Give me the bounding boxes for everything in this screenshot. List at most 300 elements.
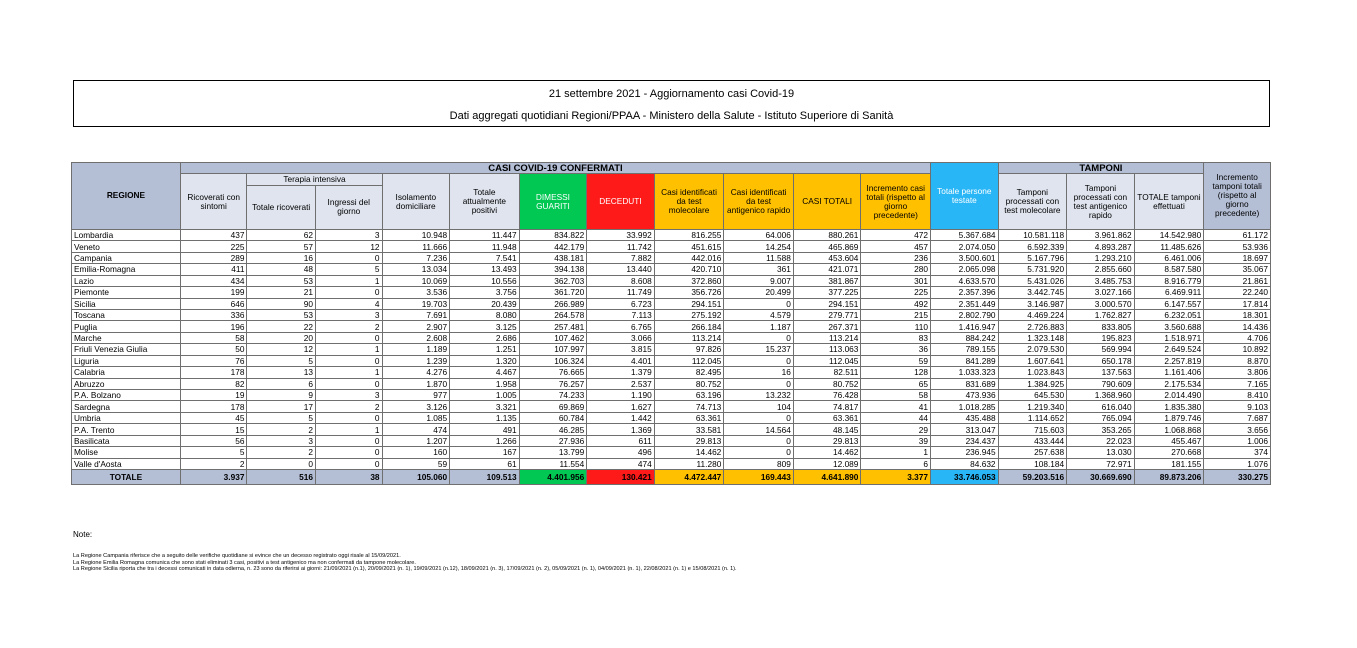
value-cell: 89.873.206 bbox=[1134, 470, 1204, 485]
covid-data-table bbox=[71, 162, 1271, 485]
value-cell: 65 bbox=[861, 378, 931, 389]
value-cell: 3.027.166 bbox=[1067, 287, 1135, 298]
header-casi-totali: CASI TOTALI bbox=[793, 174, 861, 229]
value-cell: 1.416.947 bbox=[931, 321, 999, 332]
value-cell: 112.045 bbox=[654, 355, 724, 366]
value-cell: 22.023 bbox=[1067, 435, 1135, 446]
value-cell: 10.892 bbox=[1204, 344, 1271, 355]
value-cell: 30.669.690 bbox=[1067, 470, 1135, 485]
value-cell: 160 bbox=[382, 447, 450, 458]
value-cell: 41 bbox=[861, 401, 931, 412]
value-cell: 1.870 bbox=[382, 378, 450, 389]
value-cell: 2 bbox=[247, 424, 316, 435]
value-cell: 2.014.490 bbox=[1134, 390, 1204, 401]
value-cell: 0 bbox=[316, 447, 383, 458]
value-cell: 10.948 bbox=[382, 229, 450, 240]
value-cell: 362.703 bbox=[519, 275, 587, 286]
value-cell: 48 bbox=[247, 264, 316, 275]
value-cell: 9 bbox=[247, 390, 316, 401]
header-terapia-intensiva: Terapia intensiva bbox=[247, 174, 382, 185]
value-cell: 3 bbox=[316, 390, 383, 401]
value-cell: 109.513 bbox=[450, 470, 520, 485]
value-cell: 64.006 bbox=[724, 229, 794, 240]
value-cell: 377.225 bbox=[793, 287, 861, 298]
value-cell: 14.462 bbox=[793, 447, 861, 458]
value-cell: 809 bbox=[724, 458, 794, 469]
value-cell: 4.633.570 bbox=[931, 275, 999, 286]
value-cell: 831.689 bbox=[931, 378, 999, 389]
value-cell: 29.813 bbox=[654, 435, 724, 446]
value-cell: 3.066 bbox=[587, 332, 655, 343]
value-cell: 0 bbox=[316, 378, 383, 389]
value-cell: 11.447 bbox=[450, 229, 520, 240]
value-cell: 17 bbox=[247, 401, 316, 412]
value-cell: 2.357.396 bbox=[931, 287, 999, 298]
value-cell: 80.752 bbox=[793, 378, 861, 389]
region-name-cell: Toscana bbox=[72, 309, 181, 320]
value-cell: 10.581.118 bbox=[998, 229, 1067, 240]
value-cell: 472 bbox=[861, 229, 931, 240]
value-cell: 22 bbox=[247, 321, 316, 332]
value-cell: 1.607.641 bbox=[998, 355, 1067, 366]
header-regione: REGIONE bbox=[72, 163, 181, 230]
table-row bbox=[72, 309, 1271, 320]
value-cell: 14.254 bbox=[724, 241, 794, 252]
value-cell: 11.948 bbox=[450, 241, 520, 252]
total-row bbox=[72, 470, 1271, 485]
table-row bbox=[72, 401, 1271, 412]
value-cell: 8.870 bbox=[1204, 355, 1271, 366]
region-name-cell: Lombardia bbox=[72, 229, 181, 240]
value-cell: 2 bbox=[316, 401, 383, 412]
value-cell: 4 bbox=[316, 298, 383, 309]
value-cell: 372.860 bbox=[654, 275, 724, 286]
value-cell: 1.627 bbox=[587, 401, 655, 412]
value-cell: 492 bbox=[861, 298, 931, 309]
value-cell: 76 bbox=[180, 355, 247, 366]
region-name-cell: P.A. Trento bbox=[72, 424, 181, 435]
value-cell: 6.723 bbox=[587, 298, 655, 309]
value-cell: 645.530 bbox=[998, 390, 1067, 401]
value-cell: 11.554 bbox=[519, 458, 587, 469]
header-tamponi: TAMPONI bbox=[998, 163, 1204, 174]
value-cell: 4.472.447 bbox=[654, 470, 724, 485]
value-cell: 455.467 bbox=[1134, 435, 1204, 446]
value-cell: 1.293.210 bbox=[1067, 252, 1135, 263]
value-cell: 465.869 bbox=[793, 241, 861, 252]
value-cell: 53 bbox=[247, 275, 316, 286]
value-cell: 225 bbox=[180, 241, 247, 252]
value-cell: 234.437 bbox=[931, 435, 999, 446]
value-cell: 5.731.920 bbox=[998, 264, 1067, 275]
value-cell: 6 bbox=[861, 458, 931, 469]
value-cell: 5 bbox=[180, 447, 247, 458]
value-cell: 104 bbox=[724, 401, 794, 412]
value-cell: 0 bbox=[316, 458, 383, 469]
header-deceduti: DECEDUTI bbox=[587, 174, 655, 229]
value-cell: 5.431.026 bbox=[998, 275, 1067, 286]
value-cell: 1.023.843 bbox=[998, 367, 1067, 378]
notes-title: Note: bbox=[73, 530, 93, 539]
value-cell: 336 bbox=[180, 309, 247, 320]
value-cell: 57 bbox=[247, 241, 316, 252]
value-cell: 33.581 bbox=[654, 424, 724, 435]
value-cell: 130.421 bbox=[587, 470, 655, 485]
value-cell: 6.461.006 bbox=[1134, 252, 1204, 263]
header-ricoverati: Ricoverati con sintomi bbox=[180, 174, 247, 229]
value-cell: 9.007 bbox=[724, 275, 794, 286]
value-cell: 474 bbox=[382, 424, 450, 435]
value-cell: 1.323.148 bbox=[998, 332, 1067, 343]
value-cell: 53.936 bbox=[1204, 241, 1271, 252]
value-cell: 3.806 bbox=[1204, 367, 1271, 378]
value-cell: 113.214 bbox=[654, 332, 724, 343]
value-cell: 39 bbox=[861, 435, 931, 446]
value-cell: 491 bbox=[450, 424, 520, 435]
value-cell: 266.184 bbox=[654, 321, 724, 332]
value-cell: 236 bbox=[861, 252, 931, 263]
note-line: La Regione Emilia Romagna comunica che sono stati eliminati 3 casi, positivi a test antigenico ma non confermati da tampone molecolare. bbox=[73, 559, 416, 566]
region-name-cell: P.A. Bolzano bbox=[72, 390, 181, 401]
table-row bbox=[72, 332, 1271, 343]
region-name-cell: Campania bbox=[72, 252, 181, 263]
value-cell: 84.632 bbox=[931, 458, 999, 469]
value-cell: 1.207 bbox=[382, 435, 450, 446]
value-cell: 834.822 bbox=[519, 229, 587, 240]
value-cell: 3.377 bbox=[861, 470, 931, 485]
table-row bbox=[72, 435, 1271, 446]
value-cell: 3.485.753 bbox=[1067, 275, 1135, 286]
value-cell: 236.945 bbox=[931, 447, 999, 458]
value-cell: 59.203.516 bbox=[998, 470, 1067, 485]
value-cell: 11.666 bbox=[382, 241, 450, 252]
table-row bbox=[72, 241, 1271, 252]
region-name-cell: Umbria bbox=[72, 412, 181, 423]
value-cell: 60.784 bbox=[519, 412, 587, 423]
value-cell: 2.686 bbox=[450, 332, 520, 343]
value-cell: 434 bbox=[180, 275, 247, 286]
value-cell: 267.371 bbox=[793, 321, 861, 332]
value-cell: 4.276 bbox=[382, 367, 450, 378]
value-cell: 6.765 bbox=[587, 321, 655, 332]
value-cell: 0 bbox=[316, 435, 383, 446]
value-cell: 22.240 bbox=[1204, 287, 1271, 298]
value-cell: 1.076 bbox=[1204, 458, 1271, 469]
value-cell: 1.835.380 bbox=[1134, 401, 1204, 412]
value-cell: 3 bbox=[247, 435, 316, 446]
value-cell: 59 bbox=[861, 355, 931, 366]
value-cell: 1.442 bbox=[587, 412, 655, 423]
value-cell: 13.493 bbox=[450, 264, 520, 275]
value-cell: 1.135 bbox=[450, 412, 520, 423]
value-cell: 374 bbox=[1204, 447, 1271, 458]
value-cell: 74.817 bbox=[793, 401, 861, 412]
value-cell: 1.384.925 bbox=[998, 378, 1067, 389]
value-cell: 5 bbox=[247, 412, 316, 423]
value-cell: 2.079.530 bbox=[998, 344, 1067, 355]
value-cell: 3.321 bbox=[450, 401, 520, 412]
value-cell: 496 bbox=[587, 447, 655, 458]
value-cell: 69.869 bbox=[519, 401, 587, 412]
value-cell: 7.691 bbox=[382, 309, 450, 320]
table-row bbox=[72, 264, 1271, 275]
value-cell: 650.178 bbox=[1067, 355, 1135, 366]
table-row bbox=[72, 447, 1271, 458]
value-cell: 1.085 bbox=[382, 412, 450, 423]
value-cell: 29 bbox=[861, 424, 931, 435]
table-body bbox=[72, 229, 1271, 484]
value-cell: 0 bbox=[724, 447, 794, 458]
value-cell: 394.138 bbox=[519, 264, 587, 275]
region-name-cell: TOTALE bbox=[72, 470, 181, 485]
value-cell: 12.089 bbox=[793, 458, 861, 469]
value-cell: 257.481 bbox=[519, 321, 587, 332]
value-cell: 6.232.051 bbox=[1134, 309, 1204, 320]
value-cell: 2.907 bbox=[382, 321, 450, 332]
value-cell: 442.016 bbox=[654, 252, 724, 263]
value-cell: 11.742 bbox=[587, 241, 655, 252]
value-cell: 2.649.524 bbox=[1134, 344, 1204, 355]
value-cell: 14.436 bbox=[1204, 321, 1271, 332]
value-cell: 11.749 bbox=[587, 287, 655, 298]
value-cell: 474 bbox=[587, 458, 655, 469]
value-cell: 29.813 bbox=[793, 435, 861, 446]
value-cell: 50 bbox=[180, 344, 247, 355]
value-cell: 215 bbox=[861, 309, 931, 320]
region-name-cell: Marche bbox=[72, 332, 181, 343]
value-cell: 1.114.652 bbox=[998, 412, 1067, 423]
value-cell: 3.815 bbox=[587, 344, 655, 355]
value-cell: 0 bbox=[316, 252, 383, 263]
value-cell: 137.563 bbox=[1067, 367, 1135, 378]
value-cell: 2 bbox=[316, 321, 383, 332]
value-cell: 128 bbox=[861, 367, 931, 378]
value-cell: 356.726 bbox=[654, 287, 724, 298]
value-cell: 4.579 bbox=[724, 309, 794, 320]
value-cell: 411 bbox=[180, 264, 247, 275]
value-cell: 63.196 bbox=[654, 390, 724, 401]
value-cell: 76.257 bbox=[519, 378, 587, 389]
value-cell: 361 bbox=[724, 264, 794, 275]
value-cell: 2.537 bbox=[587, 378, 655, 389]
value-cell: 195.823 bbox=[1067, 332, 1135, 343]
value-cell: 6 bbox=[247, 378, 316, 389]
header-totale-ricoverati: Totale ricoverati bbox=[247, 185, 316, 229]
value-cell: 457 bbox=[861, 241, 931, 252]
value-cell: 3.146.987 bbox=[998, 298, 1067, 309]
value-cell: 0 bbox=[247, 458, 316, 469]
value-cell: 112.045 bbox=[793, 355, 861, 366]
region-name-cell: Veneto bbox=[72, 241, 181, 252]
notes-section bbox=[73, 530, 737, 573]
value-cell: 76.665 bbox=[519, 367, 587, 378]
value-cell: 44 bbox=[861, 412, 931, 423]
value-cell: 4.401.956 bbox=[519, 470, 587, 485]
value-cell: 21.861 bbox=[1204, 275, 1271, 286]
value-cell: 2.074.050 bbox=[931, 241, 999, 252]
value-cell: 105.060 bbox=[382, 470, 450, 485]
value-cell: 107.997 bbox=[519, 344, 587, 355]
value-cell: 110 bbox=[861, 321, 931, 332]
value-cell: 313.047 bbox=[931, 424, 999, 435]
region-name-cell: Molise bbox=[72, 447, 181, 458]
value-cell: 72.971 bbox=[1067, 458, 1135, 469]
header-casi-molecolare: Casi identificati da test molecolare bbox=[654, 174, 724, 229]
value-cell: 1 bbox=[316, 424, 383, 435]
value-cell: 2.065.098 bbox=[931, 264, 999, 275]
value-cell: 3.000.570 bbox=[1067, 298, 1135, 309]
value-cell: 11.588 bbox=[724, 252, 794, 263]
value-cell: 8.608 bbox=[587, 275, 655, 286]
value-cell: 62 bbox=[247, 229, 316, 240]
value-cell: 0 bbox=[724, 378, 794, 389]
value-cell: 6.592.339 bbox=[998, 241, 1067, 252]
value-cell: 833.805 bbox=[1067, 321, 1135, 332]
value-cell: 27.936 bbox=[519, 435, 587, 446]
value-cell: 1.369 bbox=[587, 424, 655, 435]
value-cell: 82 bbox=[180, 378, 247, 389]
value-cell: 2.257.819 bbox=[1134, 355, 1204, 366]
value-cell: 381.867 bbox=[793, 275, 861, 286]
value-cell: 74.713 bbox=[654, 401, 724, 412]
region-name-cell: Friuli Venezia Giulia bbox=[72, 344, 181, 355]
value-cell: 266.989 bbox=[519, 298, 587, 309]
value-cell: 7.687 bbox=[1204, 412, 1271, 423]
header-incremento-tamponi: Incremento tamponi totali (rispetto al giorno precedente) bbox=[1204, 163, 1271, 230]
value-cell: 3.961.862 bbox=[1067, 229, 1135, 240]
value-cell: 167 bbox=[450, 447, 520, 458]
table-row bbox=[72, 321, 1271, 332]
value-cell: 36 bbox=[861, 344, 931, 355]
table-row bbox=[72, 412, 1271, 423]
value-cell: 1.018.285 bbox=[931, 401, 999, 412]
value-cell: 1 bbox=[316, 275, 383, 286]
header-tamponi-molecolare: Tamponi processati con test molecolare bbox=[998, 174, 1067, 229]
header-incremento-casi: Incremento casi totali (rispetto al giorno precedente) bbox=[861, 174, 931, 229]
value-cell: 3.560.688 bbox=[1134, 321, 1204, 332]
value-cell: 20 bbox=[247, 332, 316, 343]
value-cell: 19.703 bbox=[382, 298, 450, 309]
value-cell: 421.071 bbox=[793, 264, 861, 275]
value-cell: 279.771 bbox=[793, 309, 861, 320]
region-name-cell: Emilia-Romagna bbox=[72, 264, 181, 275]
value-cell: 473.936 bbox=[931, 390, 999, 401]
value-cell: 13 bbox=[247, 367, 316, 378]
value-cell: 83 bbox=[861, 332, 931, 343]
value-cell: 82.511 bbox=[793, 367, 861, 378]
value-cell: 789.155 bbox=[931, 344, 999, 355]
value-cell: 2.855.660 bbox=[1067, 264, 1135, 275]
value-cell: 516 bbox=[247, 470, 316, 485]
value-cell: 616.040 bbox=[1067, 401, 1135, 412]
value-cell: 48.145 bbox=[793, 424, 861, 435]
value-cell: 14.564 bbox=[724, 424, 794, 435]
value-cell: 0 bbox=[724, 355, 794, 366]
region-name-cell: Liguria bbox=[72, 355, 181, 366]
value-cell: 20.439 bbox=[450, 298, 520, 309]
value-cell: 2.726.883 bbox=[998, 321, 1067, 332]
value-cell: 113.063 bbox=[793, 344, 861, 355]
value-cell: 275.192 bbox=[654, 309, 724, 320]
value-cell: 1.251 bbox=[450, 344, 520, 355]
region-name-cell: Lazio bbox=[72, 275, 181, 286]
value-cell: 1.190 bbox=[587, 390, 655, 401]
value-cell: 38 bbox=[316, 470, 383, 485]
value-cell: 438.181 bbox=[519, 252, 587, 263]
value-cell: 106.324 bbox=[519, 355, 587, 366]
value-cell: 11.280 bbox=[654, 458, 724, 469]
value-cell: 765.094 bbox=[1067, 412, 1135, 423]
value-cell: 0 bbox=[724, 412, 794, 423]
value-cell: 16 bbox=[724, 367, 794, 378]
value-cell: 12 bbox=[316, 241, 383, 252]
value-cell: 178 bbox=[180, 401, 247, 412]
value-cell: 1.762.827 bbox=[1067, 309, 1135, 320]
value-cell: 6.469.911 bbox=[1134, 287, 1204, 298]
value-cell: 0 bbox=[724, 435, 794, 446]
value-cell: 3.756 bbox=[450, 287, 520, 298]
value-cell: 361.720 bbox=[519, 287, 587, 298]
value-cell: 61.172 bbox=[1204, 229, 1271, 240]
value-cell: 5.367.684 bbox=[931, 229, 999, 240]
table-row bbox=[72, 287, 1271, 298]
value-cell: 35.067 bbox=[1204, 264, 1271, 275]
table-row bbox=[72, 298, 1271, 309]
value-cell: 294.151 bbox=[654, 298, 724, 309]
table-row bbox=[72, 367, 1271, 378]
table-row bbox=[72, 390, 1271, 401]
value-cell: 353.265 bbox=[1067, 424, 1135, 435]
value-cell: 1.266 bbox=[450, 435, 520, 446]
value-cell: 257.638 bbox=[998, 447, 1067, 458]
value-cell: 7.113 bbox=[587, 309, 655, 320]
value-cell: 53 bbox=[247, 309, 316, 320]
value-cell: 5 bbox=[247, 355, 316, 366]
value-cell: 3 bbox=[316, 309, 383, 320]
table-row bbox=[72, 355, 1271, 366]
region-name-cell: Piemonte bbox=[72, 287, 181, 298]
value-cell: 13.440 bbox=[587, 264, 655, 275]
value-cell: 1.161.406 bbox=[1134, 367, 1204, 378]
value-cell: 80.752 bbox=[654, 378, 724, 389]
value-cell: 816.255 bbox=[654, 229, 724, 240]
value-cell: 1.006 bbox=[1204, 435, 1271, 446]
table-row bbox=[72, 424, 1271, 435]
value-cell: 74.233 bbox=[519, 390, 587, 401]
value-cell: 977 bbox=[382, 390, 450, 401]
value-cell: 1.368.960 bbox=[1067, 390, 1135, 401]
value-cell: 45 bbox=[180, 412, 247, 423]
value-cell: 880.261 bbox=[793, 229, 861, 240]
value-cell: 2 bbox=[247, 447, 316, 458]
value-cell: 270.668 bbox=[1134, 447, 1204, 458]
value-cell: 8.080 bbox=[450, 309, 520, 320]
value-cell: 14.462 bbox=[654, 447, 724, 458]
value-cell: 3.536 bbox=[382, 287, 450, 298]
value-cell: 0 bbox=[316, 332, 383, 343]
value-cell: 453.604 bbox=[793, 252, 861, 263]
value-cell: 264.578 bbox=[519, 309, 587, 320]
value-cell: 3.656 bbox=[1204, 424, 1271, 435]
value-cell: 169.443 bbox=[724, 470, 794, 485]
header-attualmente-positivi: Totale attualmente positivi bbox=[450, 174, 520, 229]
table-row bbox=[72, 344, 1271, 355]
value-cell: 17.814 bbox=[1204, 298, 1271, 309]
value-cell: 1.219.340 bbox=[998, 401, 1067, 412]
header-totale-tamponi: TOTALE tamponi effettuati bbox=[1134, 174, 1204, 229]
value-cell: 16 bbox=[247, 252, 316, 263]
value-cell: 59 bbox=[382, 458, 450, 469]
